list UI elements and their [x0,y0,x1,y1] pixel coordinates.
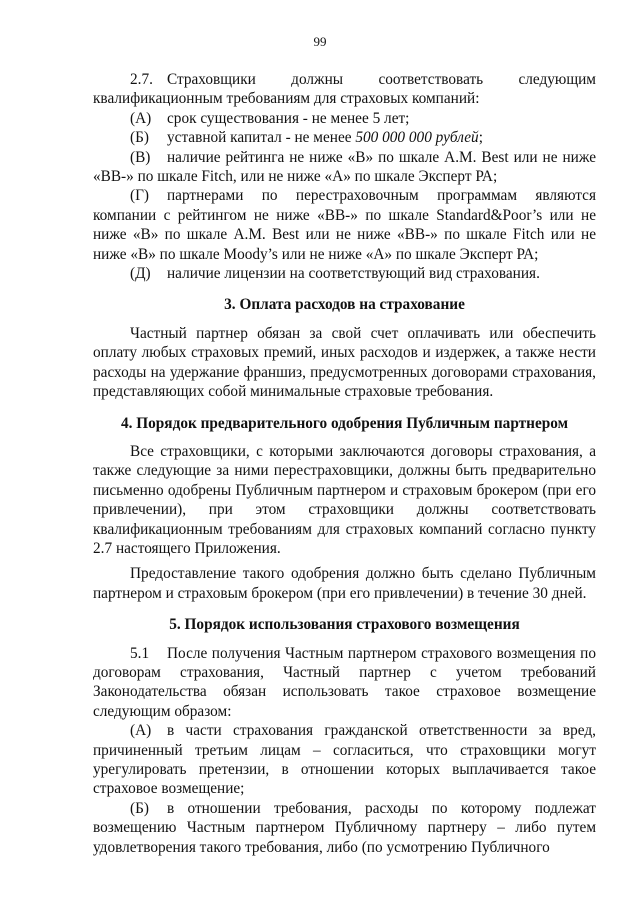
item-text: в части страхования гражданской ответственности за вред, причиненный третьим лицам – согласиться, что страховщики могут урегулировать претензии, в отношении которых выплачивается такое страховое возмещение; [93,722,596,798]
clause-number: 2.7. [130,71,153,88]
paragraph: Предоставление такого одобрения должно быть сделано Публичным партнером и страховым брокером (при его привлечении) в течение 30 дней. [93,565,596,602]
item-label: (Г) [130,187,150,205]
clause-text: Страховщики должны соответствовать следующим квалификационным требованиям для страховых компаний: [93,71,596,108]
item-text: наличие лицензии на соответствующий вид страхования. [167,265,540,283]
item-label: (А) [130,109,152,127]
section-heading-5: 5. Порядок использования страхового возмещения [169,616,520,634]
list-item [93,186,596,264]
page-number: 99 [313,34,327,49]
item-label: (В) [130,148,151,166]
item-text: уставной капитал - не менее [167,129,356,147]
item-label: (Д) [130,265,151,283]
section-heading-4: 4. Порядок предварительного одобрения Публичным партнером [120,414,569,432]
clause-number: 5.1 [130,644,150,662]
clause-text: После получения Частным партнером страхового возмещения по договорам страхования, Частный партнер с учетом требований Законодательства обязан использовать такое страховое возмещение следующим образом: [93,644,596,720]
paragraph: Все страховщики, с которыми заключаются договоры страхования, а также следующие за ними перестраховщики, должны быть предварительно письменно одобрены Публичным партнером и страховым брокером (при его привлечении), при этом страховщики должны соответствовать квалификационным требованиям для страховых компаний согласно пункту 2.7 настоящего Приложения. [93,442,596,557]
section-heading-3: 3. Оплата расходов на страхование [224,296,465,314]
list-item [93,109,596,128]
list-item [93,264,596,283]
list-item [93,721,596,799]
paragraph: Частный партнер обязан за свой счет оплачивать или обеспечить оплату любых страховых премий, иных расходов и издержек, а также нести расходы на удержание франшиз, предусмотренных договорами страхования, представляющих собой минимальные страховые требования. [93,324,596,401]
item-text: наличие рейтинга не ниже «B» по шкале A.M. Best или не ниже «BB-» по шкале Fitch, или не ниже «А» по шкале Эксперт РА; [93,148,596,186]
item-text: срок существования - не менее 5 лет; [167,109,410,127]
list-item [93,799,596,857]
document-body [93,70,596,857]
item-text-amount: 500 000 000 рублей [355,129,479,147]
item-text-end: ; [478,129,483,147]
item-label: (Б) [130,129,149,147]
item-label: (Б) [130,799,149,817]
item-text: партнерами по перестраховочным программам являются компании с рейтингом не ниже «BB-» по шкале Standard&Poor’s или не ниже «B» по шкале A.M. Best или не ниже «BB-» по шкале Fitch или не ниже «B» по шкале Moody’s или не ниже «А» по шкале Эксперт РА; [93,187,596,263]
clause-5-1 [93,644,596,722]
list-item [93,128,596,147]
item-label: (А) [130,722,152,740]
clause-2-7 [93,70,596,109]
item-text: в отношении требования, расходы по которому подлежат возмещению Частным партнером Публичному партнеру – либо путем удовлетворения такого требования, либо (по усмотрению Публичного [93,799,596,856]
list-item [93,148,596,187]
